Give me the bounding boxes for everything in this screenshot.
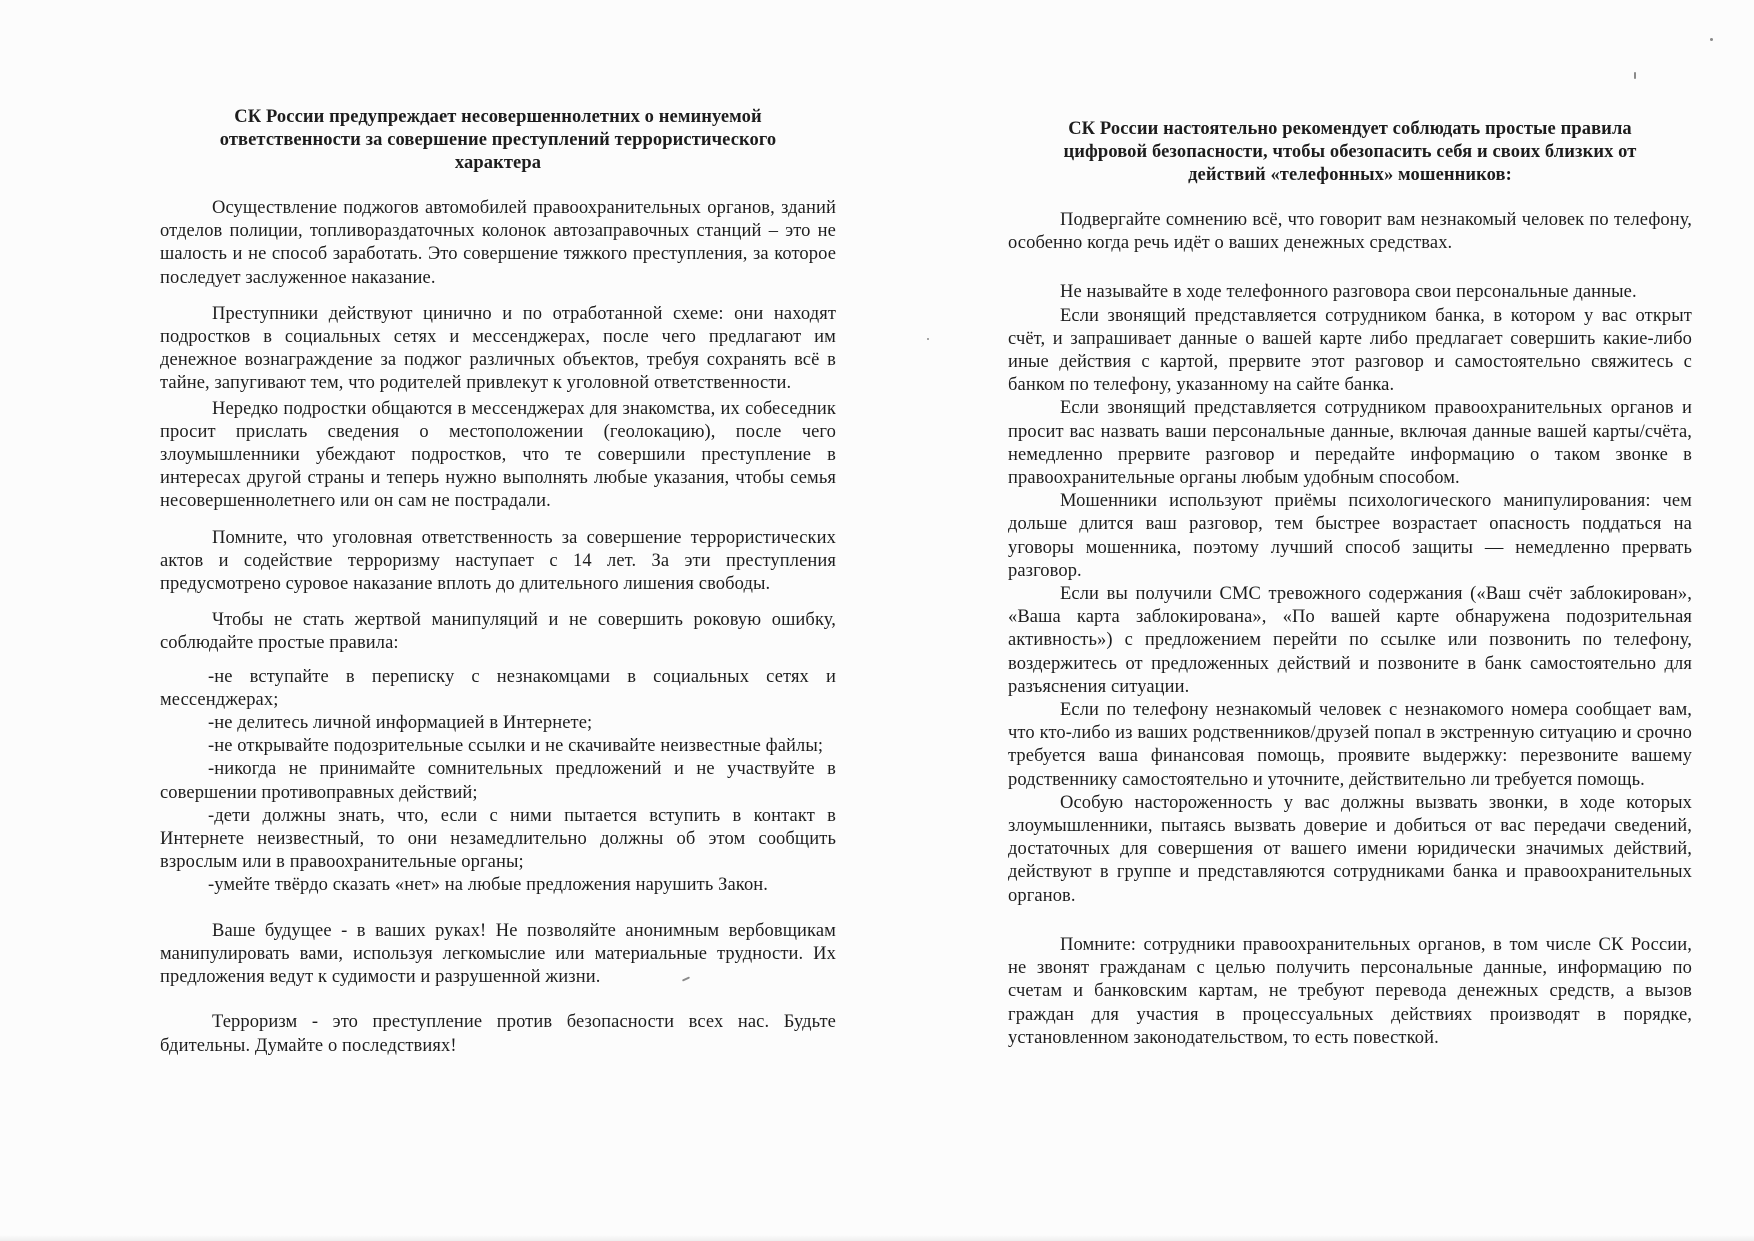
right-title: СК России настоятельно рекомендует соблюдать простые правила цифровой безопасности, чтобы обезопасить себя и своих близких от действий «телефонных» мошенников: <box>1063 119 1637 185</box>
scan-bottom-edge <box>0 1235 1754 1241</box>
left-column <box>160 106 836 1058</box>
rules-list <box>160 666 836 898</box>
left-paragraph-geolocation: Нередко подростки общаются в мессенджерах для знакомства, их собеседник просит прислать сведения о местоположении (геолокацию), после чего злоумышленники убеждают подростков, что те совершили преступление в интересах другой страны и теперь нужно выполнять любые указания, чтобы семья несовершеннолетнего или он сам не пострадали. <box>160 398 836 512</box>
rule-item: -не делитесь личной информацией в Интернете; <box>208 713 593 734</box>
rule-item: -умейте твёрдо сказать «нет» на любые предложения нарушить Закон. <box>208 875 769 896</box>
right-paragraph-group: Особую настороженность у вас должны вызвать звонки, в ходе которых злоумышленники, пытаясь вызвать доверие и добиться от вас передачи сведений, достаточных для совершения от вашего имени юридически значимых действий, действуют в группе и представляются сотрудниками банка и правоохранительных органов. <box>1008 792 1692 906</box>
right-paragraph-bank-call: Если звонящий представляется сотрудником банка, в котором у вас открыт счёт, и запрашивает данные о вашей карте либо предлагает совершить какие-либо иные действия с картой, прервите этот разговор и самостоятельно свяжитесь с банком по телефону, указанному на сайте банка. <box>1008 305 1692 396</box>
right-paragraph-doubt: Подвергайте сомнению всё, что говорит вам незнакомый человек по телефону, особенно когда речь идёт о ваших денежных средствах. <box>1008 210 1692 254</box>
left-paragraph-responsibility: Помните, что уголовная ответственность за совершение террористических актов и содействие терроризму наступает с 14 лет. За эти преступления предусмотрено суровое наказание вплоть до длительного лишения свободы. <box>160 527 836 595</box>
left-title: СК России предупреждает несовершеннолетних о неминуемой ответственности за совершение преступлений террористического характера <box>219 107 777 173</box>
left-paragraph-rules-intro: Чтобы не стать жертвой манипуляций и не совершить роковую ошибку, соблюдайте простые правила: <box>160 610 836 654</box>
scan-speck <box>1710 38 1713 41</box>
right-column <box>1008 118 1692 1050</box>
right-paragraph-manipulation: Мошенники используют приёмы психологического манипулирования: чем дольше длится ваш разговор, тем быстрее возрастает опасность поддаться на уговоры мошенника, поэтому лучший способ защиты — немедленно прервать разговор. <box>1008 491 1692 581</box>
scan-speck <box>927 338 929 340</box>
rule-item: -не открывайте подозрительные ссылки и не скачивайте неизвестные файлы; <box>208 736 824 757</box>
rule-item: -не вступайте в переписку с незнакомцами в социальных сетях и мессенджерах; <box>160 666 836 710</box>
right-paragraph-sms: Если вы получили СМС тревожного содержания («Ваш счёт заблокирован», «Ваша карта заблокирована», «По вашей карте обнаружена подозрительная активность») с предложением перейти по ссылке или позвонить по телефону, воздержитесь от предложенных действий и позвоните в банк самостоятельно для разъяснения ситуации. <box>1008 584 1692 697</box>
rule-item: -никогда не принимайте сомнительных предложений и не участвуйте в совершении противоправных действий; <box>160 759 836 803</box>
right-paragraph-police-call: Если звонящий представляется сотрудником правоохранительных органов и просит вас назвать ваши персональные данные, включая данные вашей карты/счёта, немедленно прервите разговор и передайте информацию о таком звонке в правоохранительные органы любым удобным способом. <box>1008 398 1692 489</box>
right-paragraph-relatives: Если по телефону незнакомый человек с незнакомого номера сообщает вам, что кто-либо из ваших родственников/друзей попал в экстренную ситуацию и срочно требуется ваша финансовая помощь, проявите выдержку: перезвоните вашему родственнику самостоятельно и уточните, действительно ли требуется помощь. <box>1008 700 1692 790</box>
left-paragraph-scheme: Преступники действуют цинично и по отработанной схеме: они находят подростков в социальных сетях и мессенджерах, после чего предлагают им денежное вознаграждение за поджог различных объектов, требуя сохранять всё в тайне, запугивают тем, что родителей привлекут к уголовной ответственности. <box>160 303 836 394</box>
left-paragraph-arson: Осуществление поджогов автомобилей правоохранительных органов, зданий отделов полиции, топливораздаточных колонок автозаправочных станций – это не шалость и не способ заработать. Это совершение тяжкого преступления, за которое последует заслуженное наказание. <box>160 198 836 288</box>
scan-speck <box>1634 72 1636 79</box>
left-paragraph-future: Ваше будущее - в ваших руках! Не позволяйте анонимным вербовщикам манипулировать вами, используя легкомыслие или материальные трудности. Их предложения ведут к судимости и разрушенной жизни. <box>160 920 836 988</box>
right-paragraph-remember: Помните: сотрудники правоохранительных органов, в том числе СК России, не звонят гражданам с целью получить персональные данные, информацию по счетам и банковским картам, не требуют перевода денежных средств, а вызов граждан для участия в процессуальных действиях производят в порядке, установленном законодательством, то есть повесткой. <box>1008 934 1692 1048</box>
left-paragraph-terrorism: Терроризм - это преступление против безопасности всех нас. Будьте бдительны. Думайте о последствиях! <box>160 1012 836 1056</box>
right-paragraph-personal-data: Не называйте в ходе телефонного разговора свои персональные данные. <box>1060 282 1637 303</box>
rule-item: -дети должны знать, что, если с ними пытается вступить в контакт в Интернете неизвестный, то они незамедлительно должны об этом сообщить взрослым или в правоохранительные органы; <box>160 805 836 873</box>
